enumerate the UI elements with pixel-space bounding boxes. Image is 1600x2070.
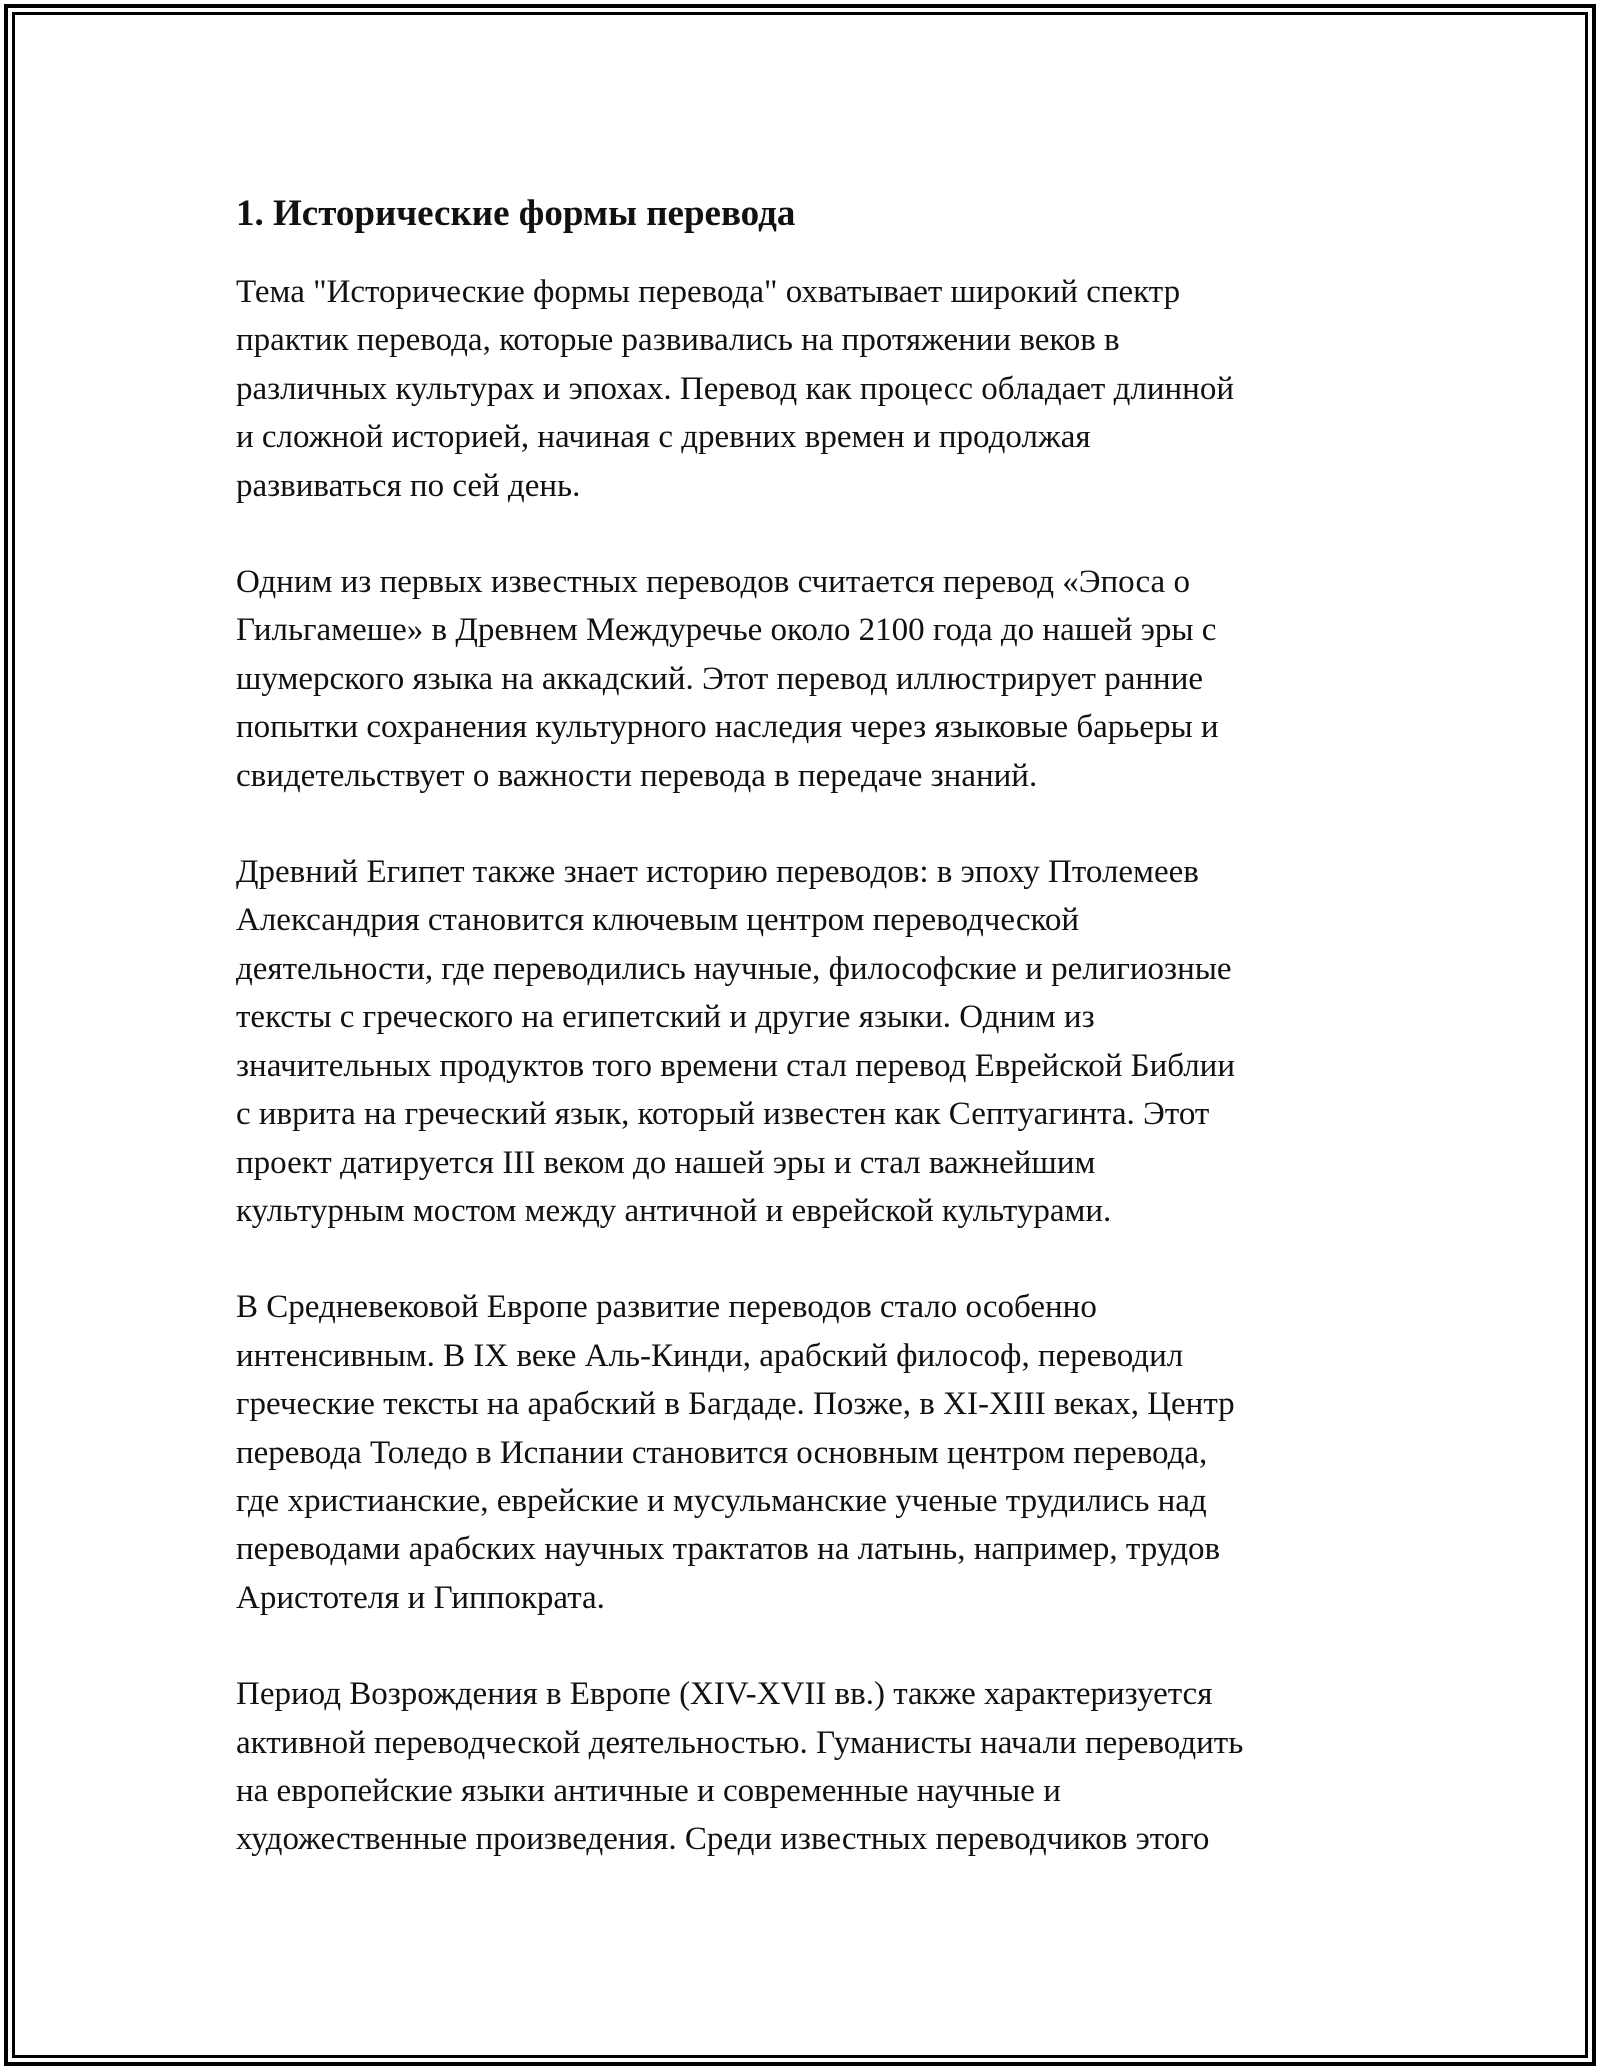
paragraph-intro: Тема "Исторические формы перевода" охватывает широкий спектр практик перевода, которые развивались на протяжении веков в различных культурах и эпохах. Перевод как процесс обладает длинной и сложной историей, начиная с древних времен и продолжая развиваться по сей день. [236,274,1234,504]
paragraph-medieval-europe: В Средневековой Европе развитие переводов стало особенно интенсивным. В IX веке Аль-Кинди, арабский философ, переводил греческие тексты на арабский в Багдаде. Позже, в XI-XIII веках, Центр перевода Толедо в Испании становится основным центром перевода, где христианские, еврейские и мусульманские ученые трудились над переводами арабских научных трактатов на латынь, например, трудов Аристотеля и Гиппократа. [236,1289,1235,1616]
document-body [236,184,1376,1912]
paragraph-renaissance: Период Возрождения в Европе (XIV-XVII вв.) также характеризуется активной переводческой деятельностью. Гуманисты начали переводить на европейские языки античные и современные научные и художественные произведения. Среди известных переводчиков этого [236,1676,1244,1858]
section-heading: 1. Исторические формы перевода [236,193,796,234]
paragraph-egypt: Древний Египет также знает историю переводов: в эпоху Птолемеев Александрия становится ключевым центром переводческой деятельности, где переводились научные, философские и религиозные тексты с греческого на египетский и другие языки. Одним из значительных продуктов того времени стал перевод Еврейской Библии с иврита на греческий язык, который известен как Септуагинта. Этот проект датируется III веком до нашей эры и стал важнейшим культурным мостом между античной и еврейской культурами. [236,854,1235,1229]
paragraph-gilgamesh: Одним из первых известных переводов считается перевод «Эпоса о Гильгамеше» в Древнем Междуречье около 2100 года до нашей эры с шумерского языка на аккадский. Этот перевод иллюстрирует ранние попытки сохранения культурного наследия через языковые барьеры и свидетельствует о важности перевода в передаче знаний. [236,564,1219,794]
